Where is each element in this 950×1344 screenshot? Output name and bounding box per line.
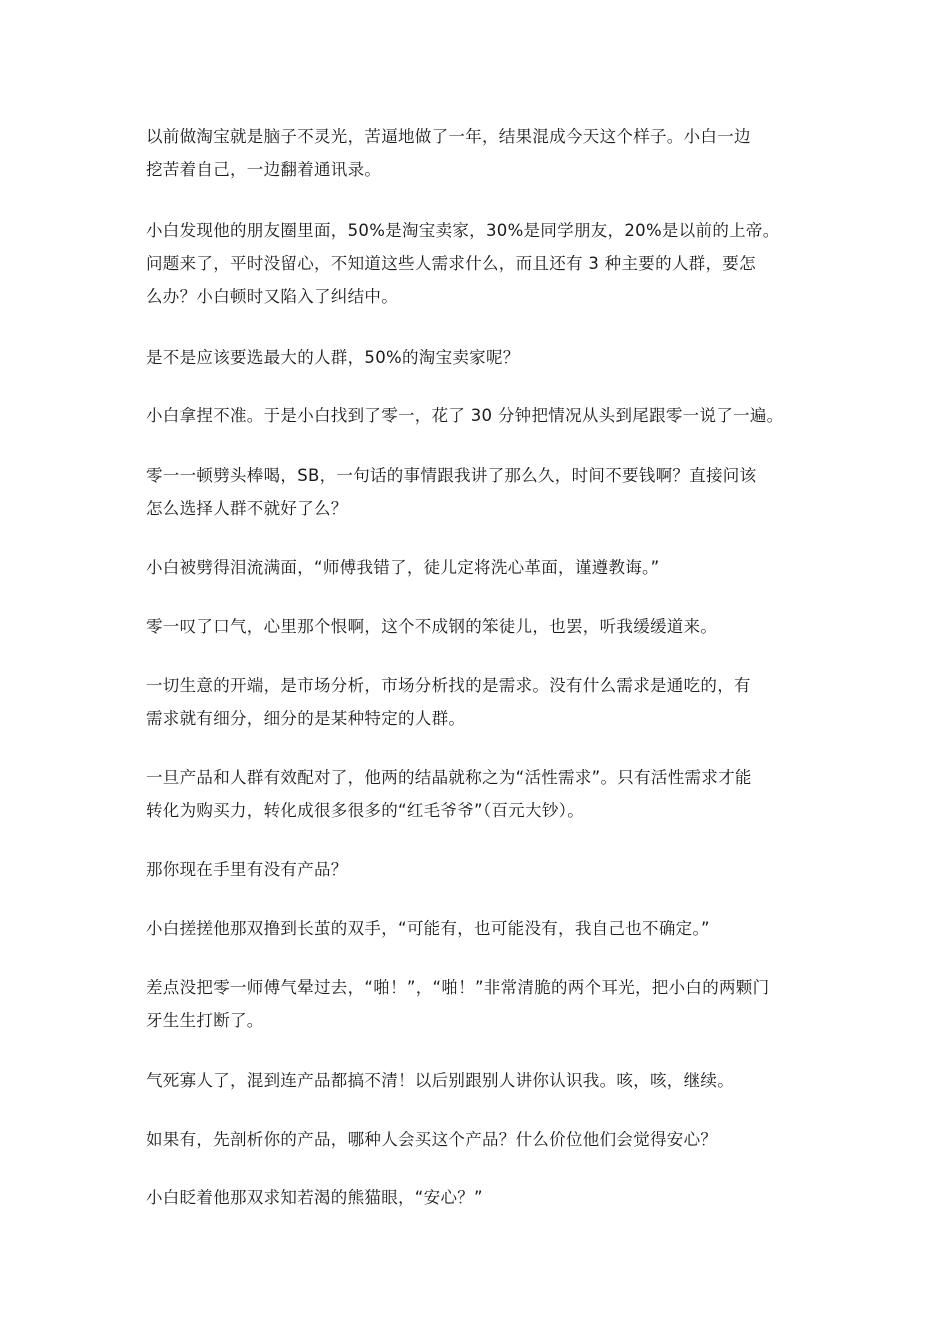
text-line: 零一叹了口气，心里那个恨啊，这个不成钢的笨徒儿，也罢，听我缓缓道来。 (146, 617, 718, 636)
text-line: 牙生生打断了。 (146, 1011, 264, 1030)
text-line: 零一一顿劈头棒喝，SB，一句话的事情跟我讲了那么久，时间不要钱啊？直接问该 (146, 466, 757, 485)
text-line: 么办？小白顿时又陷入了纠结中。 (146, 287, 398, 306)
text-line: 挖苦着自己，一边翻着通讯录。 (146, 160, 382, 179)
paragraph (146, 459, 811, 525)
paragraph (146, 669, 811, 735)
paragraph (146, 761, 811, 827)
text-line: 怎么选择人群不就好了么？ (146, 499, 348, 518)
text-line: 转化为购买力，转化成很多很多的“红毛爷爷”（百元大钞）。 (146, 801, 584, 820)
paragraph (146, 341, 811, 374)
text-line: 是不是应该要选最大的人群，50%的淘宝卖家呢？ (146, 348, 520, 367)
text-line: 小白被劈得泪流满面，“师傅我错了，徒儿定将洗心革面，谨遵教诲。” (146, 558, 660, 577)
text-line: 需求就有细分，细分的是某种特定的人群。 (146, 709, 466, 728)
text-line: 一旦产品和人群有效配对了，他两的结晶就称之为“活性需求”。只有活性需求才能 (146, 768, 752, 787)
paragraph (146, 120, 811, 186)
text-line: 一切生意的开端，是市场分析，市场分析找的是需求。没有什么需求是通吃的，有 (146, 676, 751, 695)
text-line: 差点没把零一师傅气晕过去，“啪！”，“啪！”非常清脆的两个耳光，把小白的两颗门 (146, 978, 770, 997)
text-line: 小白眨着他那双求知若渴的熊猫眼，“安心？” (146, 1188, 483, 1207)
paragraph (146, 853, 811, 886)
paragraph (146, 551, 811, 584)
text-line: 气死寡人了，混到连产品都搞不清！以后别跟别人讲你认识我。咳，咳，继续。 (146, 1071, 734, 1090)
text-line: 那你现在手里有没有产品？ (146, 860, 348, 879)
text-line: 小白搓搓他那双撸到长茧的双手，“可能有，也可能没有，我自己也不确定。” (146, 919, 710, 938)
text-line: 如果有，先剖析你的产品，哪种人会买这个产品？什么价位他们会觉得安心？ (146, 1130, 718, 1149)
text-line: 小白发现他的朋友圈里面，50%是淘宝卖家，30%是同学朋友，20%是以前的上帝。 (146, 221, 780, 240)
paragraph (146, 1181, 811, 1214)
text-line: 以前做淘宝就是脑子不灵光，苦逼地做了一年，结果混成今天这个样子。小白一边 (146, 127, 751, 146)
paragraph (146, 399, 811, 432)
paragraph (146, 971, 811, 1037)
paragraph (146, 610, 811, 643)
paragraph (146, 214, 811, 313)
paragraph (146, 912, 811, 945)
text-line: 问题来了，平时没留心，不知道这些人需求什么，而且还有 3 种主要的人群，要怎 (146, 254, 756, 273)
paragraph (146, 1123, 811, 1156)
paragraph (146, 1064, 811, 1097)
text-line: 小白拿捏不准。于是小白找到了零一，花了 30 分钟把情况从头到尾跟零一说了一遍。 (146, 406, 784, 425)
